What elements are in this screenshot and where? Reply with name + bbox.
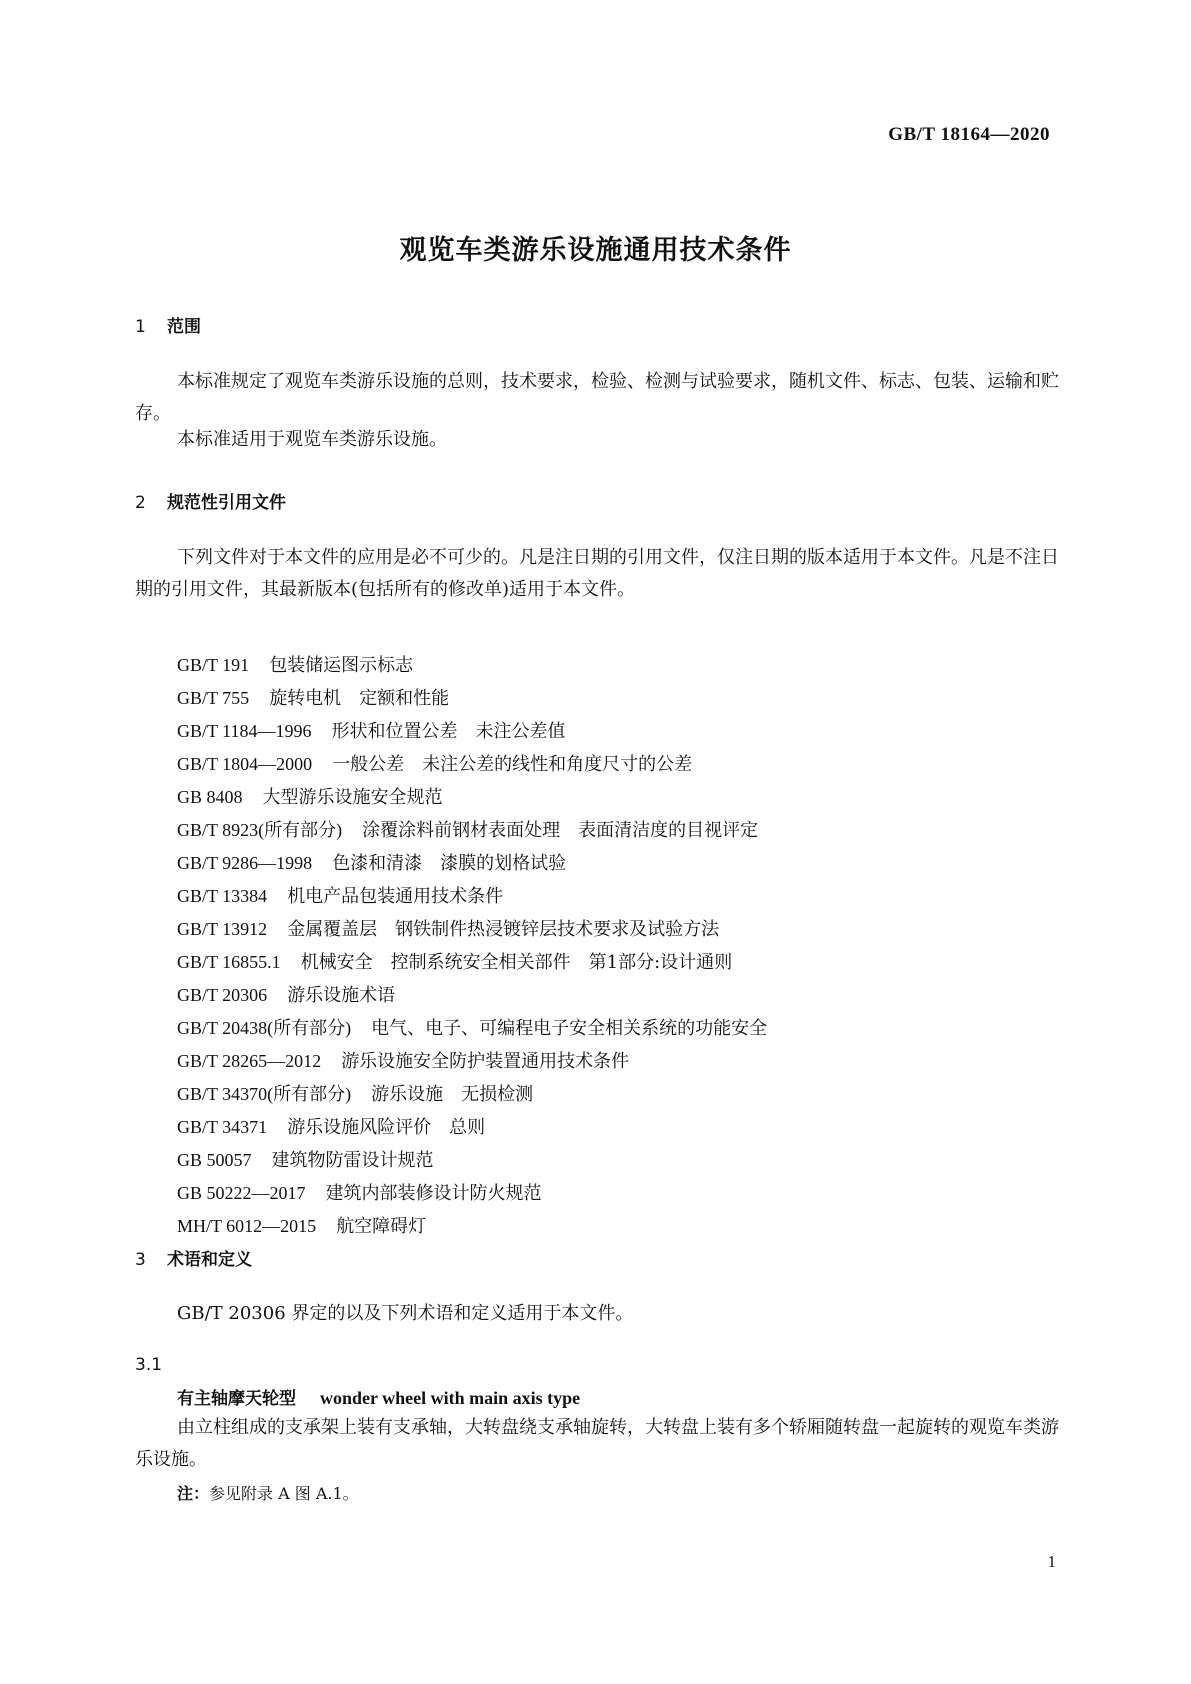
section-number: 1 (135, 317, 146, 337)
section-2-heading (135, 488, 286, 513)
section-1-heading (135, 312, 201, 337)
reference-item: GB/T 9286—1998 色漆和清漆 漆膜的划格试验 (177, 853, 567, 874)
reference-item: GB/T 191 包装储运图示标志 (177, 655, 414, 676)
reference-item: GB 50222—2017 建筑内部装修设计防火规范 (177, 1183, 542, 1204)
section-1-paragraph-1: 本标准规定了观览车类游乐设施的总则，技术要求，检验、检测与试验要求，随机文件、标志、包装、运输和贮存。 (135, 371, 1059, 424)
section-3-heading (135, 1245, 252, 1270)
section-title: 范围 (167, 317, 201, 337)
section-number: 2 (135, 493, 146, 513)
standard-code: GB/T 18164—2020 (888, 124, 1050, 145)
reference-item: GB/T 13384 机电产品包装通用技术条件 (177, 886, 504, 907)
document-title: 观览车类游乐设施通用技术条件 (399, 235, 792, 266)
reference-item: GB/T 16855.1 机械安全 控制系统安全相关部件 第1部分:设计通则 (177, 952, 733, 973)
section-title: 规范性引用文件 (167, 493, 286, 513)
reference-item: GB 8408 大型游乐设施安全规范 (177, 787, 443, 808)
reference-item: GB/T 34370(所有部分) 游乐设施 无损检测 (177, 1084, 534, 1105)
term-name (177, 1384, 580, 1409)
reference-item: GB/T 1184—1996 形状和位置公差 未注公差值 (177, 721, 566, 742)
reference-item: GB/T 28265—2012 游乐设施安全防护装置通用技术条件 (177, 1051, 630, 1072)
section-number: 3 (135, 1250, 146, 1270)
note-label: 注： (177, 1484, 210, 1503)
reference-item: GB/T 13912 金属覆盖层 钢铁制件热浸镀锌层技术要求及试验方法 (177, 919, 720, 940)
normative-reference-list (177, 649, 767, 1243)
term-number: 3.1 (135, 1355, 163, 1375)
reference-item: GB/T 755 旋转电机 定额和性能 (177, 688, 450, 709)
reference-item: MH/T 6012—2015 航空障碍灯 (177, 1216, 427, 1237)
reference-item: GB/T 1804—2000 一般公差 未注公差的线性和角度尺寸的公差 (177, 754, 693, 775)
reference-item: GB/T 20438(所有部分) 电气、电子、可编程电子安全相关系统的功能安全 (177, 1018, 768, 1039)
term-note (177, 1481, 359, 1504)
term-definition: 由立柱组成的支承架上装有支承轴，大转盘绕支承轴旋转，大转盘上装有多个轿厢随转盘一起旋转的观览车类游乐设施。 (135, 1417, 1059, 1470)
reference-item: GB/T 34371 游乐设施风险评价 总则 (177, 1117, 486, 1138)
page-number: 1 (1047, 1552, 1056, 1571)
reference-item: GB/T 8923(所有部分) 涂覆涂料前钢材表面处理 表面清洁度的目视评定 (177, 820, 759, 841)
section-3-intro: GB/T 20306 界定的以及下列术语和定义适用于本文件。 (177, 1303, 634, 1324)
term-name-en: wonder wheel with main axis type (320, 1388, 581, 1408)
note-text: 参见附录 A 图 A.1。 (209, 1484, 359, 1503)
reference-item: GB/T 20306 游乐设施术语 (177, 985, 396, 1006)
reference-item: GB 50057 建筑物防雷设计规范 (177, 1150, 434, 1171)
term-name-zh: 有主轴摩天轮型 (177, 1389, 296, 1409)
section-title: 术语和定义 (167, 1250, 252, 1270)
section-1-paragraph-2: 本标准适用于观览车类游乐设施。 (177, 429, 447, 450)
section-2-intro: 下列文件对于本文件的应用是必不可少的。凡是注日期的引用文件，仅注日期的版本适用于本文件。凡是不注日期的引用文件，其最新版本(包括所有的修改单)适用于本文件。 (135, 547, 1059, 600)
